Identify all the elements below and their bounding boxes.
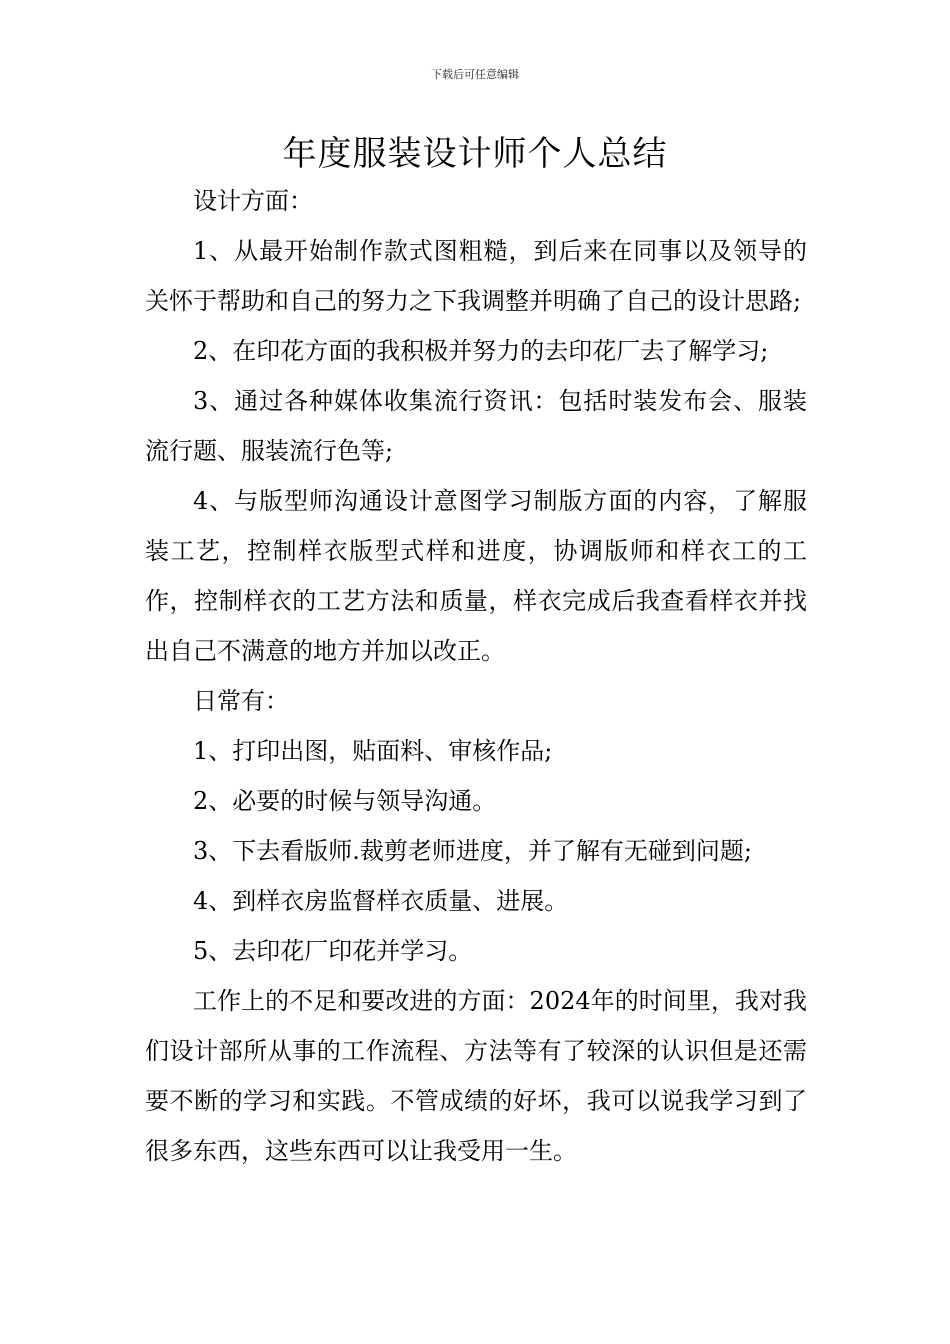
paragraph-daily-item-4: 4、到样衣房监督样衣质量、进展。 <box>193 887 569 915</box>
paragraph-design-item-1: 1、从最开始制作款式图粗糙，到后来在同事以及领导的关怀于帮助和自己的努力之下我调整并明确了自己的设计思路; <box>145 237 807 315</box>
paragraph-design-item-3: 3、通过各种媒体收集流行资讯：包括时装发布会、服装流行题、服装流行色等; <box>145 387 807 465</box>
paragraph-daily-item-1: 1、打印出图，贴面料、审核作品; <box>193 737 553 765</box>
paragraph-improvements: 工作上的不足和要改进的方面：2024年的时间里，我对我们设计部所从事的工作流程、方法等有了较深的认识但是还需要不断的学习和实践。不管成绩的好坏，我可以说我学习到了很多东西，这些东西可以让我受用一生。 <box>145 987 807 1165</box>
paragraph-design-item-2: 2、在印花方面的我积极并努力的去印花厂去了解学习; <box>193 337 769 365</box>
paragraph-daily-heading: 日常有： <box>193 687 289 715</box>
paragraph-daily-item-5: 5、去印花厂印花并学习。 <box>193 937 473 965</box>
header-note: 下载后可任意编辑 <box>431 68 519 81</box>
paragraph-design-heading: 设计方面： <box>193 187 313 215</box>
document-title: 年度服装设计师个人总结 <box>282 134 668 174</box>
paragraph-daily-item-3: 3、下去看版师.裁剪老师进度，并了解有无碰到问题; <box>193 837 752 865</box>
paragraph-design-item-4: 4、与版型师沟通设计意图学习制版方面的内容，了解服装工艺，控制样衣版型式样和进度，协调版师和样衣工的工作，控制样衣的工艺方法和质量，样衣完成后我查看样衣并找出自己不满意的地方并加以改正。 <box>145 487 807 665</box>
paragraph-daily-item-2: 2、必要的时候与领导沟通。 <box>193 787 497 815</box>
document-body <box>145 176 807 1176</box>
